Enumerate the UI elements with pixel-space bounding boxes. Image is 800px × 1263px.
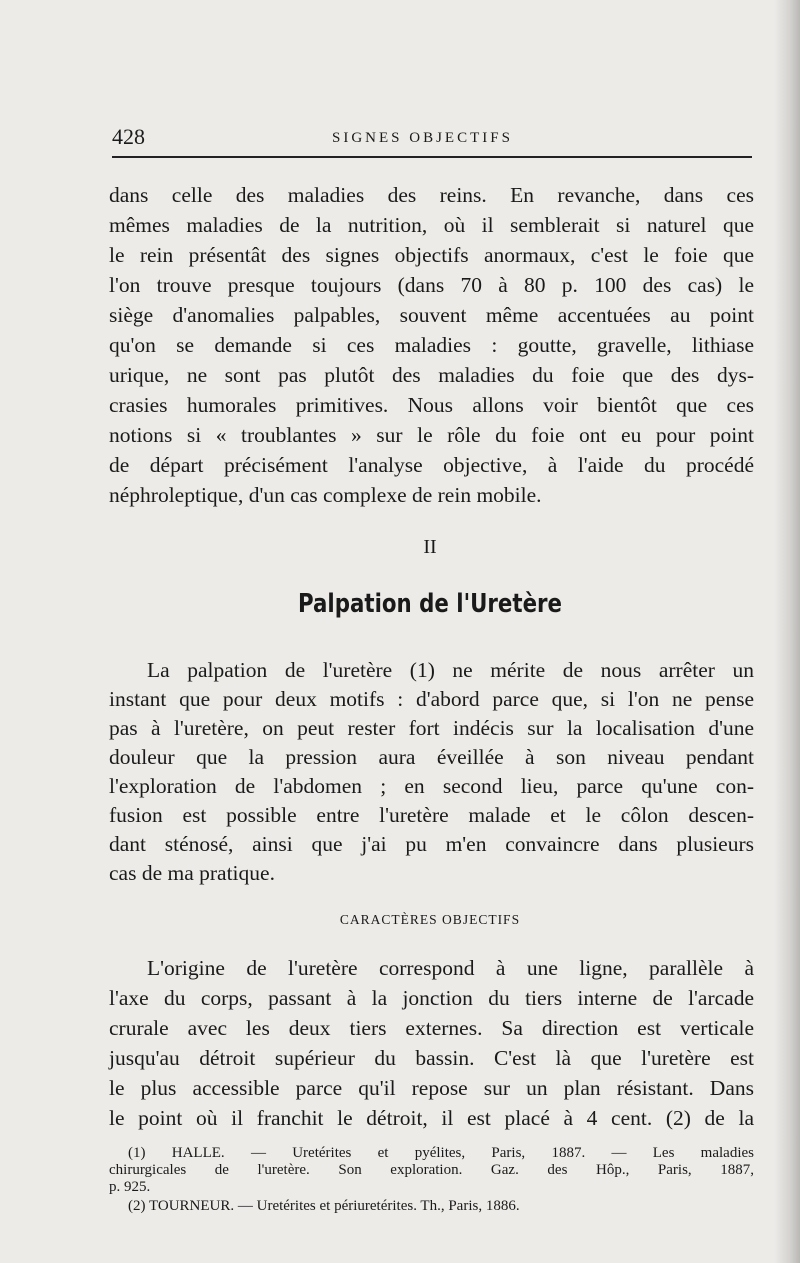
footnote-line: p. 925. xyxy=(109,1179,151,1195)
text-line: l'on trouve presque toujours (dans 70 à 80 p. 100 des cas) le xyxy=(109,273,754,297)
text-line: douleur que la pression aura éveillée à son niveau pendant xyxy=(109,745,754,769)
text-line: crurale avec les deux tiers externes. Sa direction est verticale xyxy=(109,1016,754,1040)
text-line: le rein présentât des signes objectifs anormaux, c'est le foie que xyxy=(109,243,754,267)
text-line: cas de ma pratique. xyxy=(109,861,275,885)
text-line: dans celle des maladies des reins. En revanche, dans ces xyxy=(109,183,754,207)
text-line: crasies humorales primitives. Nous allons voir bientôt que ces xyxy=(109,393,754,417)
text-line: de départ précisément l'analyse objective, à l'aide du procédé xyxy=(109,453,754,477)
text-line: mêmes maladies de la nutrition, où il semblerait si naturel que xyxy=(109,213,754,237)
text-line: fusion est possible entre l'uretère malade et le côlon descen- xyxy=(109,803,754,827)
section-number: II xyxy=(423,536,437,558)
text-line: urique, ne sont pas plutôt des maladies du foie que des dys- xyxy=(109,363,754,387)
text-line: notions si « troublantes » sur le rôle du foie ont eu pour point xyxy=(109,423,754,447)
subsection-title: CARACTÈRES OBJECTIFS xyxy=(339,912,521,927)
page-header xyxy=(112,124,752,158)
text-line: instant que pour deux motifs : d'abord parce que, si l'on ne pense xyxy=(109,687,754,711)
text-line: le plus accessible parce qu'il repose sur un plan résistant. Dans xyxy=(109,1076,754,1100)
text-line: qu'on se demande si ces maladies : goutte, gravelle, lithiase xyxy=(109,333,754,357)
text-line: néphroleptique, d'un cas complexe de rein mobile. xyxy=(109,483,542,507)
footnote-line: (2) TOURNEUR. — Uretérites et périuretérites. Th., Paris, 1886. xyxy=(128,1198,520,1214)
page-number: 428 xyxy=(112,124,145,149)
text-line: dant sténosé, ainsi que j'ai pu m'en convaincre dans plusieurs xyxy=(109,832,754,856)
text-line: La palpation de l'uretère (1) ne mérite de nous arrêter un xyxy=(147,658,754,682)
page-edge-shadow xyxy=(774,0,800,1263)
header-rule xyxy=(112,156,752,158)
footnote-line: (1) HALLE. — Uretérites et pyélites, Paris, 1887. — Les maladies xyxy=(128,1145,754,1161)
text-line: l'exploration de l'abdomen ; en second lieu, parce qu'une con- xyxy=(109,774,754,798)
footnote-line: chirurgicales de l'uretère. Son exploration. Gaz. des Hôp., Paris, 1887, xyxy=(109,1162,754,1178)
running-title: SIGNES OBJECTIFS xyxy=(332,130,513,146)
text-line: jusqu'au détroit supérieur du bassin. C'est là que l'uretère est xyxy=(109,1046,754,1070)
text-line: l'axe du corps, passant à la jonction du tiers interne de l'arcade xyxy=(109,986,754,1010)
text-line: pas à l'uretère, on peut rester fort indécis sur la localisation d'une xyxy=(109,716,754,740)
text-line: le point où il franchit le détroit, il est placé à 4 cent. (2) de la xyxy=(109,1106,754,1130)
section-title: Palpation de l'Uretère xyxy=(297,589,563,619)
text-line: siège d'anomalies palpables, souvent même accentuées au point xyxy=(109,303,754,327)
text-line: L'origine de l'uretère correspond à une ligne, parallèle à xyxy=(147,956,754,980)
